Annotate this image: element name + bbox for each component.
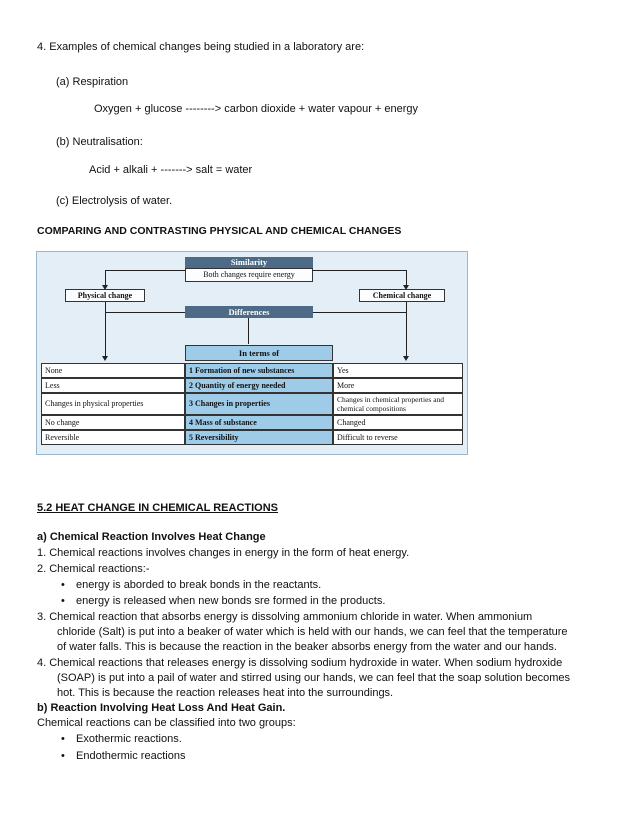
table-row — [41, 363, 463, 378]
chemical-cell: Difficult to reverse — [333, 430, 463, 445]
list-item: (SOAP) is put into a pail of water and stirred using our hands, we can feel that the soap solution becomes — [57, 672, 571, 684]
example-heading: 4. Examples of chemical changes being studied in a laboratory are: — [37, 41, 365, 53]
neutralisation-label: (b) Neutralisation: — [56, 136, 143, 148]
heat-subheading-b: b) Reaction Involving Heat Loss And Heat Gain. — [37, 702, 286, 714]
physical-cell: No change — [41, 415, 185, 430]
bullet-icon: • — [61, 579, 65, 591]
physical-change-box: Physical change — [65, 289, 145, 302]
criterion-cell: 5 Reversibility — [185, 430, 333, 445]
chemical-cell: More — [333, 378, 463, 393]
bullet-icon: • — [61, 750, 65, 762]
electrolysis-label: (c) Electrolysis of water. — [56, 195, 173, 207]
list-item: 4. Chemical reactions that releases energy is dissolving sodium hydroxide in water. When sodium hydroxide — [37, 657, 563, 669]
table-row — [41, 393, 463, 415]
compare-heading: COMPARING AND CONTRASTING PHYSICAL AND CHEMICAL CHANGES — [37, 225, 402, 237]
list-item: 3. Chemical reaction that absorbs energy is dissolving ammonium chloride in water. When ammonium — [37, 611, 533, 623]
differences-title: Differences — [185, 306, 313, 318]
chemical-change-box: Chemical change — [359, 289, 445, 302]
list-item: chloride (Salt) is put into a beaker of water which is held with our hands, we can feel that the temperature — [57, 626, 568, 638]
list-item: 2. Chemical reactions:- — [37, 563, 150, 575]
neutralisation-equation: Acid + alkali + -------> salt = water — [89, 164, 253, 176]
heat-heading: 5.2 HEAT CHANGE IN CHEMICAL REACTIONS — [37, 502, 279, 514]
physical-cell: Reversible — [41, 430, 185, 445]
table-row — [41, 415, 463, 430]
list-item: energy is released when new bonds sre formed in the products. — [76, 595, 386, 607]
list-item: energy is aborded to break bonds in the reactants. — [76, 579, 322, 591]
list-item: 1. Chemical reactions involves changes in energy in the form of heat energy. — [37, 547, 410, 559]
respiration-equation: Oxygen + glucose --------> carbon dioxide + water vapour + energy — [94, 103, 419, 115]
physical-cell: None — [41, 363, 185, 378]
list-item: Endothermic reactions — [76, 750, 186, 762]
physical-cell: Less — [41, 378, 185, 393]
chemical-cell: Changed — [333, 415, 463, 430]
in-terms-of-header: In terms of — [185, 345, 333, 361]
criterion-cell: 3 Changes in properties — [185, 393, 333, 415]
respiration-label: (a) Respiration — [56, 76, 129, 88]
list-item: of water falls. This is because the reaction in the beaker absorbs energy from the water and our hands. — [57, 641, 557, 653]
list-item: Exothermic reactions. — [76, 733, 182, 745]
comparison-diagram — [36, 251, 468, 455]
criterion-cell: 4 Mass of substance — [185, 415, 333, 430]
table-row — [41, 378, 463, 393]
similarity-text: Both changes require energy — [185, 268, 313, 282]
heat-subheading-a: a) Chemical Reaction Involves Heat Change — [37, 531, 266, 543]
bullet-icon: • — [61, 733, 65, 745]
table-row — [41, 430, 463, 445]
similarity-title: Similarity — [185, 257, 313, 268]
list-item: hot. This is because the reaction releases heat into the surroundings. — [57, 687, 394, 699]
chemical-cell: Changes in chemical properties and chemical compositions — [333, 393, 463, 415]
bullet-icon: • — [61, 595, 65, 607]
criterion-cell: 1 Formation of new substances — [185, 363, 333, 378]
chemical-cell: Yes — [333, 363, 463, 378]
classification-text: Chemical reactions can be classified into two groups: — [37, 717, 296, 729]
criterion-cell: 2 Quantity of energy needed — [185, 378, 333, 393]
physical-cell: Changes in physical properties — [41, 393, 185, 415]
